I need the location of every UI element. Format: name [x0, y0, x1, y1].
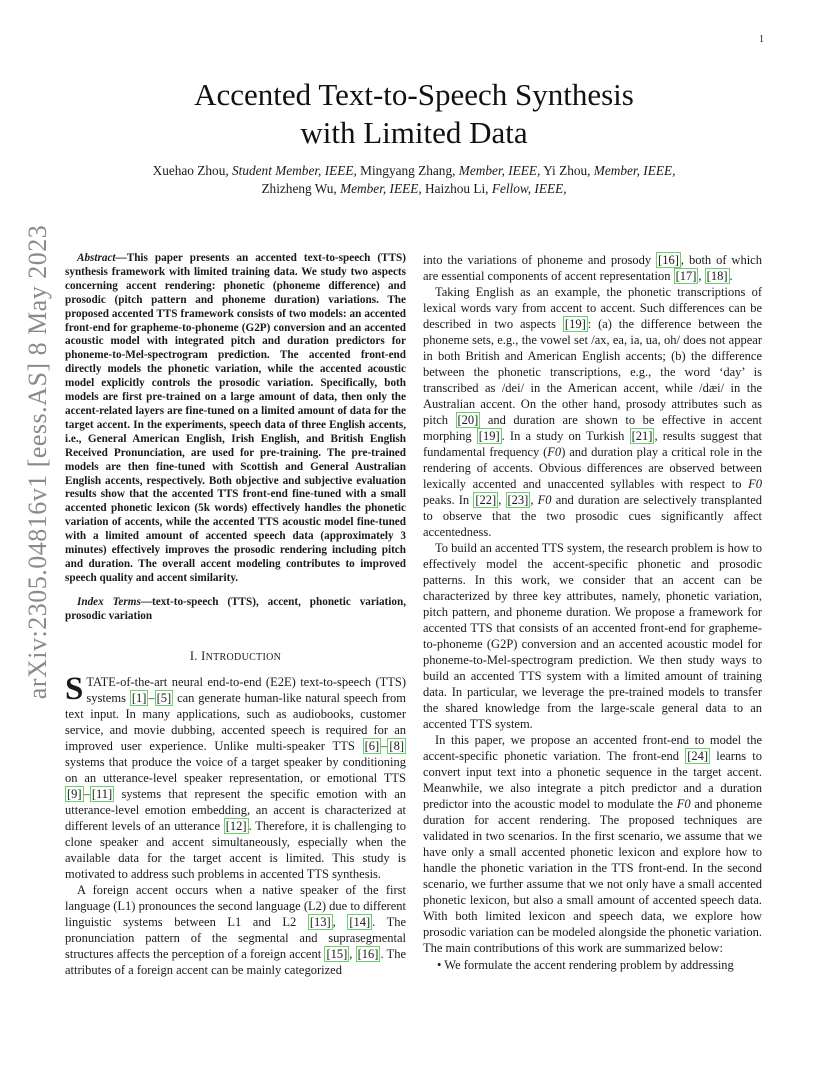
citation-link[interactable]: [24] [687, 749, 709, 763]
index-terms-label: Index Terms [77, 595, 141, 608]
text-run: – [381, 738, 388, 753]
title-line-2: with Limited Data [300, 115, 528, 150]
citation-link[interactable]: [6] [364, 738, 380, 753]
text-run: . In a study on Turkish [501, 429, 630, 443]
citation-link[interactable]: [16] [357, 946, 379, 961]
body-paragraph [423, 284, 762, 540]
abstract-text: —This paper presents an accented text-to-speech (TTS) synthesis framework with limited training data. We study two aspects concerning accent rendering: phonetic (phoneme difference) and prosodic (pitch pattern and phoneme duration) variations. The proposed accented TTS framework consists of two models: an accented front-end for grapheme-to-phoneme (G2P) conversion and an accented acoustic model with integrated pitch and duration predictors for phoneme-to-Mel-spectrogram prediction. The accented front-end directly models the phonetic variation, while the accented acoustic model explicitly controls the prosodic variation. Specifically, both models are first pre-trained on a large amount of data, then only the accent-related layers are fine-tuned on a limited amount of data for the target accent. In the experiments, speech data of three English accents, i.e., General American English, Irish English, and British English Received Pronunciation, are used for pre-training. The pre-trained models are then fine-tuned with Scottish and General Australian English accents, respectively. Both objective and subjective evaluation results show that the accented TTS front-end fine-tuned with a small accented phonetic lexicon (5k words) effectively handles the phonetic variation of accents, while the accented TTS acoustic model fine-tuned with a limited amount of accented speech data (approximately 3 minutes) effectively improves the prosodic rendering including pitch and duration. The overall accent modeling contributes to improved speech quality and accent similarity. [65, 252, 406, 584]
text-run: . Therefore, it is challenging to clone speaker and accent simultaneously, especially when the available data for the target accent is limited. This study is motivated to address such problems in accented TTS synthesis. [65, 818, 406, 881]
section-number: I. [189, 648, 202, 663]
abstract-label: Abstract [77, 252, 116, 264]
text-run: , [698, 269, 705, 283]
text-run: , results suggest that fundamental frequency ( [423, 429, 762, 459]
citation-link[interactable]: [22] [475, 493, 497, 507]
section-title-rest: NTRODUCTION [205, 651, 282, 663]
abstract [65, 252, 406, 586]
right-column [423, 252, 762, 973]
index-terms [65, 596, 406, 624]
text-run: peaks. In [423, 493, 474, 507]
italic-text: Member, IEEE, [340, 181, 422, 196]
drop-cap: S [65, 670, 84, 707]
intro-paragraph-1 [65, 670, 406, 882]
page-number: 1 [759, 34, 764, 45]
section-heading-introduction [65, 648, 406, 666]
title-line-1: Accented Text-to-Speech Synthesis [194, 77, 634, 112]
text-run: – [83, 786, 90, 801]
italic-text: F0 [537, 493, 552, 507]
contribution-bullet: • We formulate the accent rendering problem by addressing [437, 958, 734, 972]
citation-link[interactable]: [13] [309, 914, 331, 929]
text-run: can generate human-like natural speech from text input. In many applications, such as audiobooks, customer service, and movie dubbing, accented speech is required for an improved user experience. Unlike multi-speaker TTS [65, 690, 406, 753]
text-run: , both of which are essential components of accent representation [423, 253, 762, 283]
text-run: Xuehao Zhou, [152, 163, 232, 178]
author-line [100, 180, 728, 198]
citation-link[interactable]: [23] [507, 493, 529, 507]
citation-link[interactable]: [18] [706, 269, 728, 283]
citation-link[interactable]: [16] [658, 253, 679, 267]
text-run: and duration are shown to be effective in accent morphing [423, 413, 762, 443]
body-paragraph [423, 540, 762, 732]
citation-link[interactable]: [19] [564, 317, 586, 331]
text-run: Yi Zhou, [540, 163, 594, 178]
citation-link[interactable]: [21] [631, 429, 653, 443]
text-run: – [148, 690, 155, 705]
text-run: systems that represent the specific emotion with an utterance-level emotion embedding, an accent is characterized at different levels of an utterance [65, 786, 406, 833]
text-run: into the variations of phoneme and prosody [423, 253, 657, 267]
citation-link[interactable]: [11] [91, 786, 113, 801]
author-list [100, 162, 728, 198]
body-paragraph [423, 732, 762, 956]
author-line [100, 162, 728, 180]
paper-title [0, 76, 828, 152]
citation-link[interactable]: [12] [225, 818, 247, 833]
italic-text: F0 [748, 477, 762, 491]
citation-link[interactable]: [17] [675, 269, 697, 283]
left-column [65, 252, 406, 978]
citation-link[interactable]: [20] [457, 413, 479, 427]
text-run: , [530, 493, 538, 507]
text-run: Haizhou Li, [421, 181, 492, 196]
citation-link[interactable]: [9] [67, 786, 82, 801]
index-terms-text: —text-to-speech (TTS), accent, phonetic variation, prosodic variation [65, 595, 406, 622]
text-run: To build an accented TTS system, the research problem is how to effectively model the accent-specific phonetic and prosodic patterns. In this work, we consider that an accent can be characterized by three key attributes, namely, phonetic variation, pitch pattern, and phoneme duration. We propose a framework for accented TTS that consists of an accented front-end for grapheme-to-phoneme (G2P) conversion and an accented acoustic model for phoneme-to-Mel-spectrogram prediction. We then study ways to build an accented TTS system with a limited amount of training data. In particular, we leverage the pre-trained models to transfer the shared knowledge from the large-scale general data to an accented TTS system. [423, 541, 762, 731]
text-run: TATE-of-the-art neural end-to-end (E2E) text-to-speech (TTS) systems [86, 674, 406, 705]
citation-link[interactable]: [14] [349, 914, 371, 929]
text-run: learns to convert input text into a phonetic sequence in the target accent. Meanwhile, we also integrate a pitch predictor and a duration predictor into the acoustic model to modulate the [423, 749, 762, 811]
text-run: . [729, 269, 733, 283]
text-run: , [332, 914, 348, 929]
citation-link[interactable]: [1] [131, 690, 147, 705]
italic-text: Member, IEEE, [593, 163, 676, 178]
text-run: , [349, 946, 356, 961]
text-run: systems that produce the voice of a target speaker by conditioning on an utterance-level speaker representation, or emotional TTS [65, 754, 406, 785]
body-paragraph [423, 252, 762, 284]
citation-link[interactable]: [5] [156, 690, 172, 705]
italic-text: Student Member, IEEE, [232, 163, 357, 178]
text-run: . The attributes of a foreign accent can be mainly categorized [65, 946, 406, 977]
italic-text: Fellow, IEEE, [491, 181, 567, 196]
citation-link[interactable]: [15] [326, 946, 348, 961]
italic-text: F0 [676, 797, 691, 811]
text-run: In this paper, we propose an accented front-end to model the accent-specific phonetic variation. The front-end [423, 733, 762, 763]
text-run: . The pronunciation pattern of the segmental and suprasegmental structures affects the perception of a foreign accent [65, 914, 407, 961]
text-run: Zhizheng Wu, [261, 181, 341, 196]
italic-text: F0 [547, 445, 562, 459]
italic-text: Member, IEEE, [458, 163, 541, 178]
intro-paragraph-2 [65, 882, 406, 978]
text-run: and duration are selectively transplanted to observe that the two prosodic cues significantly affect accentedness. [423, 493, 762, 539]
citation-link[interactable]: [8] [389, 738, 404, 753]
text-run: Mingyang Zhang, [356, 163, 459, 178]
bullet-text: We formulate the accent rendering problem by addressing [444, 958, 734, 972]
arxiv-stamp: arXiv:2305.04816v1 [eess.AS] 8 May 2023 [23, 224, 52, 700]
text-run: Taking English as an example, the phonetic transcriptions of lexical words vary from accent to accent. Such differences can be described in two aspects [423, 285, 762, 331]
section-first-letter: I [201, 648, 206, 663]
text-run: , [498, 493, 506, 507]
text-run: and phoneme duration for accent rendering. The proposed techniques are validated in two scenarios. In the first scenario, we assume that we have only a small accented phonetic lexicon and explore how to handle the phonetic variation in the TTS front-end. In the second scenario, we further assume that we not only have a small accented phonetic lexicon, but also a small amount of accented speech data. With both limited lexicon and speech data, we explore how prosodic variation can be modeled alongside the phonetic variation. The main contributions of this work are summarized below: [423, 797, 762, 955]
text-run: : (a) the difference between the phoneme sets, e.g., the vowel set /ax, ea, ia, ua, oh/ does not appear in both British and American English accents; (b) the difference between the phonetic transcriptions, e.g., the word ‘day’ is transcribed as /dei/ in the American accent, while /dæi/ in the Australian accent. On the other hand, prosody attributes such as pitch [423, 317, 762, 427]
text-run: ) and duration play a critical role in the rendering of accents. Obvious differences are observed between lexically accented and unaccented syllables with respect to [423, 445, 762, 491]
citation-link[interactable]: [19] [478, 429, 500, 443]
text-run: A foreign accent occurs when a native speaker of the first language (L1) pronounces the second language (L2) due to different linguistic systems between L1 and L2 [65, 882, 406, 929]
